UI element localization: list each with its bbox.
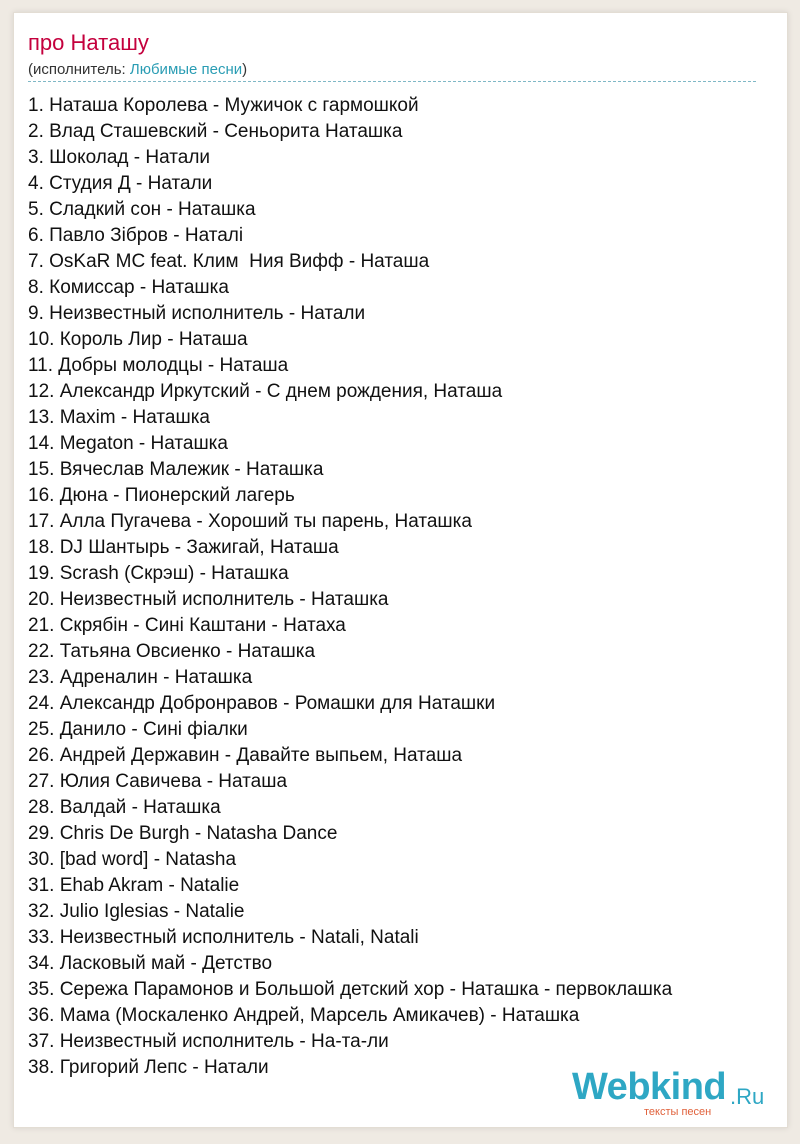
song-item[interactable]: 5. Сладкий сон - Наташка [28, 199, 256, 220]
song-item[interactable]: 8. Комиссар - Наташка [28, 277, 229, 298]
song-item[interactable]: 9. Неизвестный исполнитель - Натали [28, 303, 366, 324]
song-item[interactable]: 33. Неизвестный исполнитель - Natali, Natali [28, 927, 419, 948]
song-item[interactable]: 1. Наташа Королева - Мужичок с гармошкой [28, 95, 419, 116]
dashed-divider [28, 81, 756, 82]
song-item[interactable]: 6. Павло Зібров - Наталі [28, 225, 244, 246]
song-item[interactable]: 36. Мама (Москаленко Андрей, Марсель Амикачев) - Наташка [28, 1005, 580, 1026]
song-item[interactable]: 19. Scrash (Скрэш) - Наташка [28, 563, 289, 584]
song-item[interactable]: 29. Chris De Burgh - Natasha Dance [28, 823, 338, 844]
song-item[interactable]: 26. Андрей Державин - Давайте выпьем, Наташа [28, 745, 463, 766]
song-item[interactable]: 16. Дюна - Пионерский лагерь [28, 485, 295, 506]
song-item[interactable]: 4. Студия Д - Натали [28, 173, 213, 194]
song-item[interactable]: 20. Неизвестный исполнитель - Наташка [28, 589, 389, 610]
song-item[interactable]: 17. Алла Пугачева - Хороший ты парень, Наташка [28, 511, 472, 532]
song-item[interactable]: 13. Maxim - Наташка [28, 407, 210, 428]
song-item[interactable]: 25. Данило - Сині фіалки [28, 719, 248, 740]
artist-suffix: ) [242, 61, 248, 78]
song-item[interactable]: 23. Адреналин - Наташка [28, 667, 253, 688]
song-item[interactable]: 18. DJ Шантырь - Зажигай, Наташа [28, 537, 339, 558]
song-item[interactable]: 38. Григорий Лепс - Натали [28, 1057, 269, 1078]
logo-tld: .Ru [730, 1084, 765, 1109]
logo-name: Webkind [572, 1066, 727, 1108]
song-item[interactable]: 31. Ehab Akram - Natalie [28, 875, 240, 896]
artist-prefix: (исполнитель: [28, 61, 130, 78]
song-item[interactable]: 32. Julio Iglesias - Natalie [28, 901, 245, 922]
song-item[interactable]: 14. Megaton - Наташка [28, 433, 228, 454]
song-item[interactable]: 34. Ласковый май - Детство [28, 953, 273, 974]
song-item[interactable]: 7. OsKaR MC feat. Клим Ния Вифф - Наташа [28, 251, 430, 272]
song-item[interactable]: 22. Татьяна Овсиенко - Наташка [28, 641, 316, 662]
song-item[interactable]: 30. [bad word] - Natasha [28, 849, 237, 870]
artist-line [28, 61, 247, 78]
song-item[interactable]: 28. Валдай - Наташка [28, 797, 221, 818]
song-item[interactable]: 15. Вячеслав Малежик - Наташка [28, 459, 324, 480]
song-item[interactable]: 37. Неизвестный исполнитель - На-та-ли [28, 1031, 389, 1052]
song-item[interactable]: 2. Влад Сташевский - Сеньорита Наташка [28, 121, 403, 142]
song-item[interactable]: 35. Сережа Парамонов и Большой детский хор - Наташка - первоклашка [28, 979, 673, 1000]
artist-link[interactable]: Любимые песни [129, 61, 243, 78]
webkind-logo[interactable] [572, 1066, 772, 1126]
song-item[interactable]: 3. Шоколад - Натали [28, 147, 211, 168]
song-list [28, 93, 672, 1081]
song-item[interactable]: 21. Скрябін - Сині Каштани - Натаха [28, 615, 346, 636]
song-item[interactable]: 11. Добры молодцы - Наташа [28, 355, 289, 376]
page-title: про Наташу [28, 30, 149, 55]
song-item[interactable]: 10. Король Лир - Наташа [28, 329, 248, 350]
song-item[interactable]: 24. Александр Добронравов - Ромашки для Наташки [28, 693, 496, 714]
logo-tagline: тексты песен [644, 1106, 712, 1118]
song-item[interactable]: 27. Юлия Савичева - Наташа [28, 771, 288, 792]
song-item[interactable]: 12. Александр Иркутский - С днем рождения, Наташа [28, 381, 503, 402]
